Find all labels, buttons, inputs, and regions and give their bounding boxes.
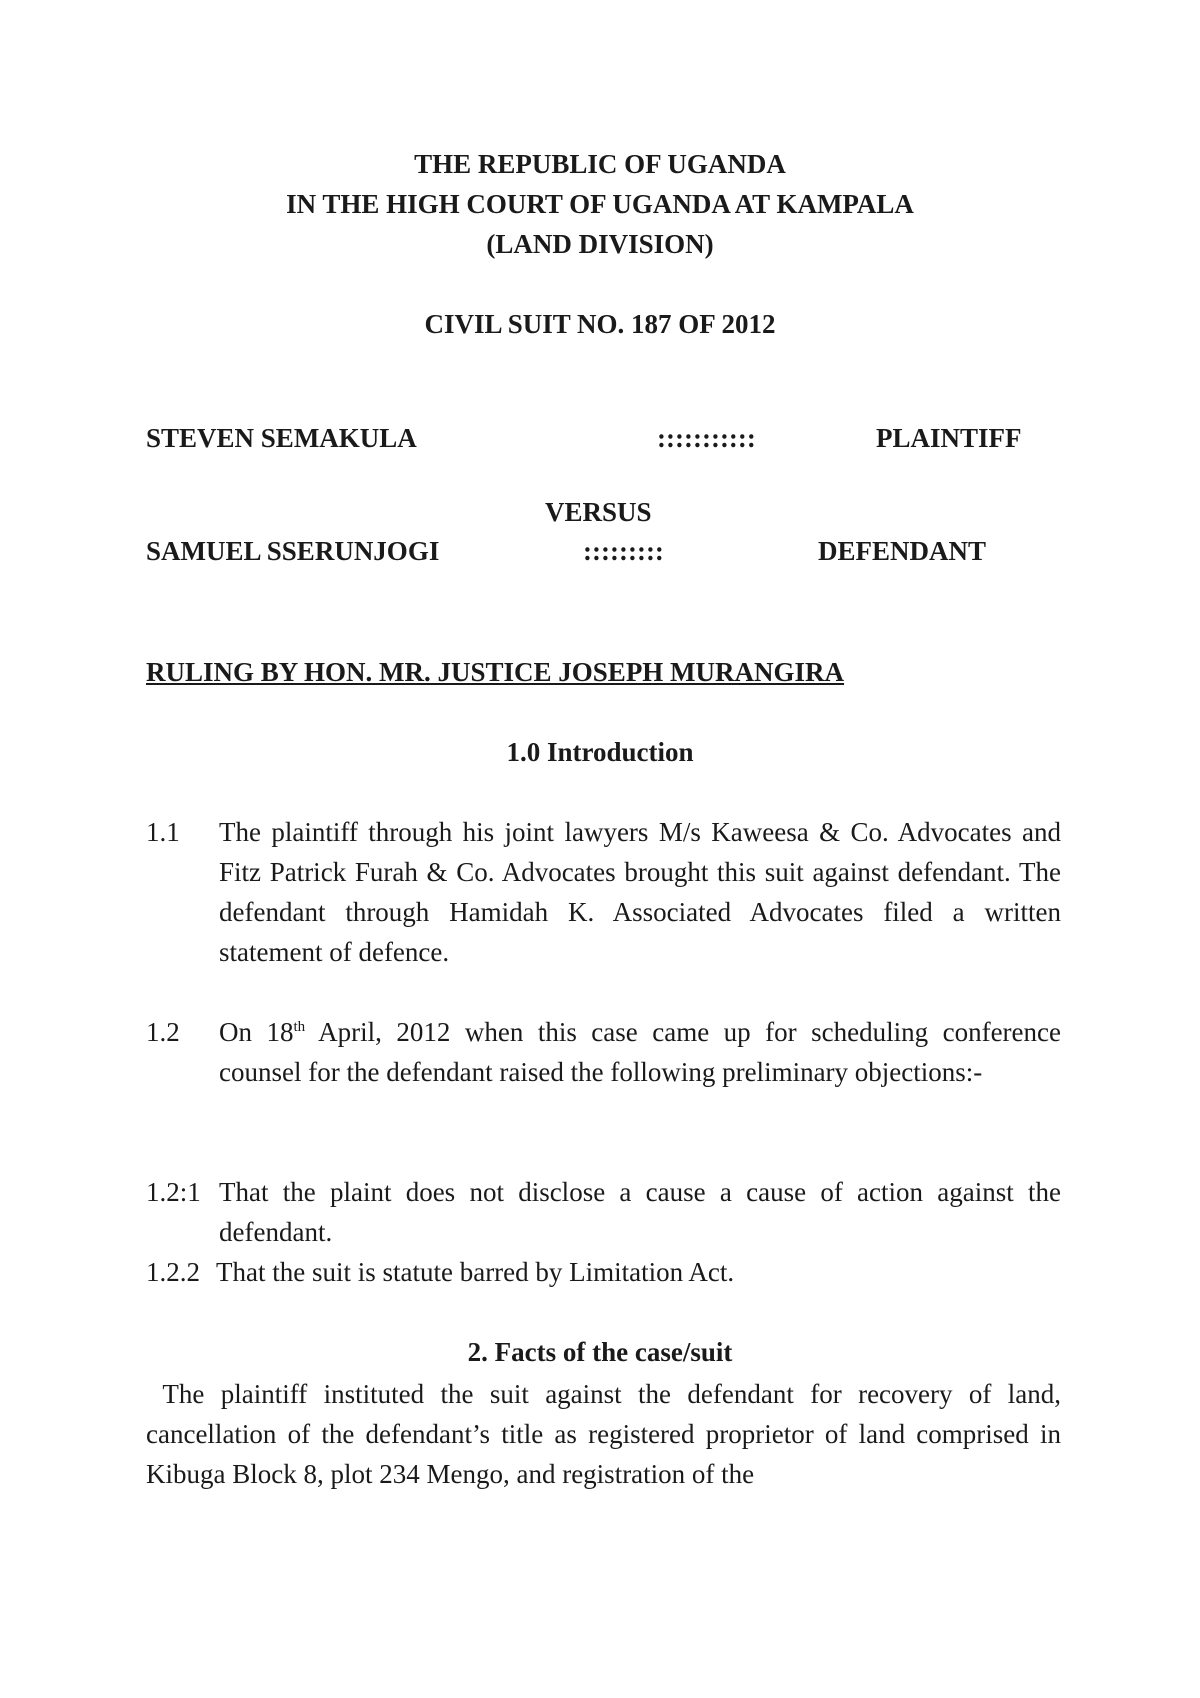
defendant-separator: :::::::::: [583, 536, 664, 566]
paragraph-1-2: [219, 1012, 1061, 1092]
plaintiff-separator: :::::::::::: [657, 423, 756, 453]
plaintiff-name: STEVEN SEMAKULA: [146, 423, 417, 453]
paragraph-1-2-2: That the suit is statute barred by Limitation Act.: [216, 1257, 735, 1287]
section-heading-facts: 2. Facts of the case/suit: [467, 1337, 733, 1367]
paragraph-1-2-1: That the plaint does not disclose a cause a cause of action against the defendant.: [219, 1177, 1061, 1247]
header-court: IN THE HIGH COURT OF UGANDA AT KAMPALA: [286, 189, 914, 219]
case-number: CIVIL SUIT NO. 187 OF 2012: [424, 309, 776, 339]
paragraph-number: 1.1: [146, 817, 180, 847]
paragraph-1-2-body: April, 2012 when this case came up for scheduling conference counsel for the defendant raised the following preliminary objections:-: [219, 1017, 1061, 1087]
ordinal-suffix: th: [293, 1019, 306, 1035]
header-republic: THE REPUBLIC OF UGANDA: [414, 149, 786, 179]
facts-paragraph: The plaintiff instituted the suit against the defendant for recovery of land, cancellation of the defendant’s title as registered proprietor of land comprised in Kibuga Block 8, plot 234 Mengo, and registration of the: [146, 1379, 1068, 1489]
paragraph-number: 1.2.2: [146, 1257, 200, 1287]
paragraph-number: 1.2: [146, 1017, 180, 1047]
ruling-title: RULING BY HON. MR. JUSTICE JOSEPH MURANGIRA: [146, 657, 845, 687]
header-division: (LAND DIVISION): [486, 229, 714, 259]
defendant-name: SAMUEL SSERUNJOGI: [146, 536, 440, 566]
section-heading-introduction: 1.0 Introduction: [506, 737, 694, 767]
defendant-role: DEFENDANT: [818, 536, 987, 566]
paragraph-1-2-date-prefix: On 18: [219, 1017, 294, 1047]
plaintiff-role: PLAINTIFF: [876, 423, 1022, 453]
versus-label: VERSUS: [545, 497, 652, 527]
paragraph-1-1: The plaintiff through his joint lawyers M/s Kaweesa & Co. Advocates and Fitz Patrick Furah & Co. Advocates brought this suit against defendant. The defendant through Hamidah K. Associated Advocates filed a written statement of defence.: [219, 817, 1061, 967]
paragraph-number: 1.2:1: [146, 1177, 201, 1207]
